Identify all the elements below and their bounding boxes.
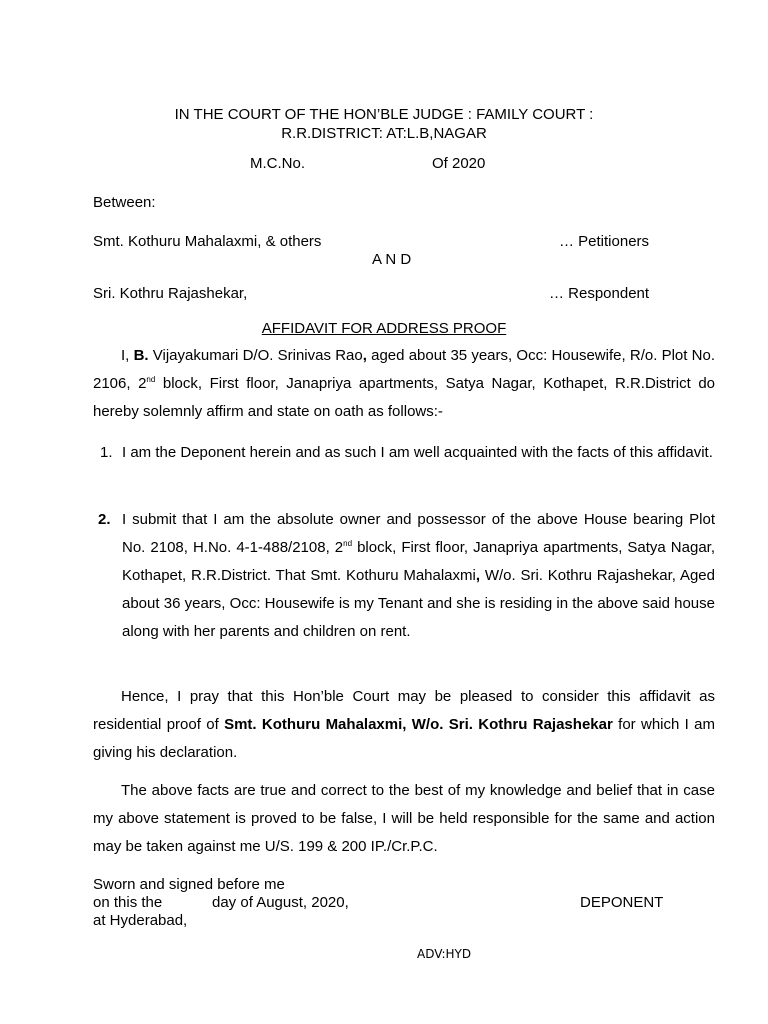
and-separator: A N D <box>372 251 412 268</box>
respondent-role: … Respondent <box>549 285 650 302</box>
point2-text: I submit that I am the absolute owner and possessor of the above House bearing Plot No. 2108, H.No. 4-1-488/2108, 2nd block, First floor, Janapriya apartments, Satya Nagar, Kothapet, R.R.District. That Smt. Kothuru Mahalaxmi, W/o. Sri. Kothru Rajashekar, Aged about 36 years, Occ: Housewife is my Tenant and she is residing in the above said house along with her parents and children on rent. <box>122 511 715 640</box>
declaration-paragraph: The above facts are true and correct to the best of my knowledge and belief that in case my above statement is proved to be false, I will be held responsible for the same and action may be taken against me U/S. 199 & 200 IP./Cr.P.C. <box>93 782 715 855</box>
sworn-line2-date: day of August, 2020, <box>212 894 349 911</box>
court-heading-line2: R.R.DISTRICT: AT:L.B,NAGAR <box>281 125 487 142</box>
case-number-label: M.C.No. <box>250 155 306 172</box>
point2-number: 2. <box>98 511 111 528</box>
between-label: Between: <box>93 194 156 211</box>
petitioner-role: … Petitioners <box>559 233 650 250</box>
prayer-paragraph: Hence, I pray that this Hon’ble Court may be pleased to consider this affidavit as residential proof of Smt. Kothuru Mahalaxmi, W/o. Sri. Kothru Rajashekar for which I am giving his declaration. <box>93 688 716 761</box>
advocate-footer: ADV:HYD <box>417 947 472 961</box>
sworn-line2-prefix: on this the <box>93 894 163 911</box>
respondent-name: Sri. Kothru Rajashekar, <box>93 285 248 302</box>
point1-number: 1. <box>100 444 113 461</box>
sworn-line3: at Hyderabad, <box>93 912 188 929</box>
affidavit-title: AFFIDAVIT FOR ADDRESS PROOF <box>261 320 507 337</box>
deponent-label: DEPONENT <box>580 894 664 911</box>
sworn-line1: Sworn and signed before me <box>93 876 285 893</box>
intro-paragraph: I, B. Vijayakumari D/O. Srinivas Rao, aged about 35 years, Occ: Housewife, R/o. Plot No. 2106, 2nd block, First floor, Janapriya apartments, Satya Nagar, Kothapet, R.R.District do hereby solemnly affirm and state on oath as follows:- <box>93 347 716 420</box>
petitioner-name: Smt. Kothuru Mahalaxmi, & others <box>93 233 322 250</box>
case-year: Of 2020 <box>432 155 486 172</box>
court-heading-line1: IN THE COURT OF THE HON’BLE JUDGE : FAMILY COURT : <box>174 106 594 123</box>
point1-text: I am the Deponent herein and as such I am well acquainted with the facts of this affidavit. <box>122 444 713 461</box>
